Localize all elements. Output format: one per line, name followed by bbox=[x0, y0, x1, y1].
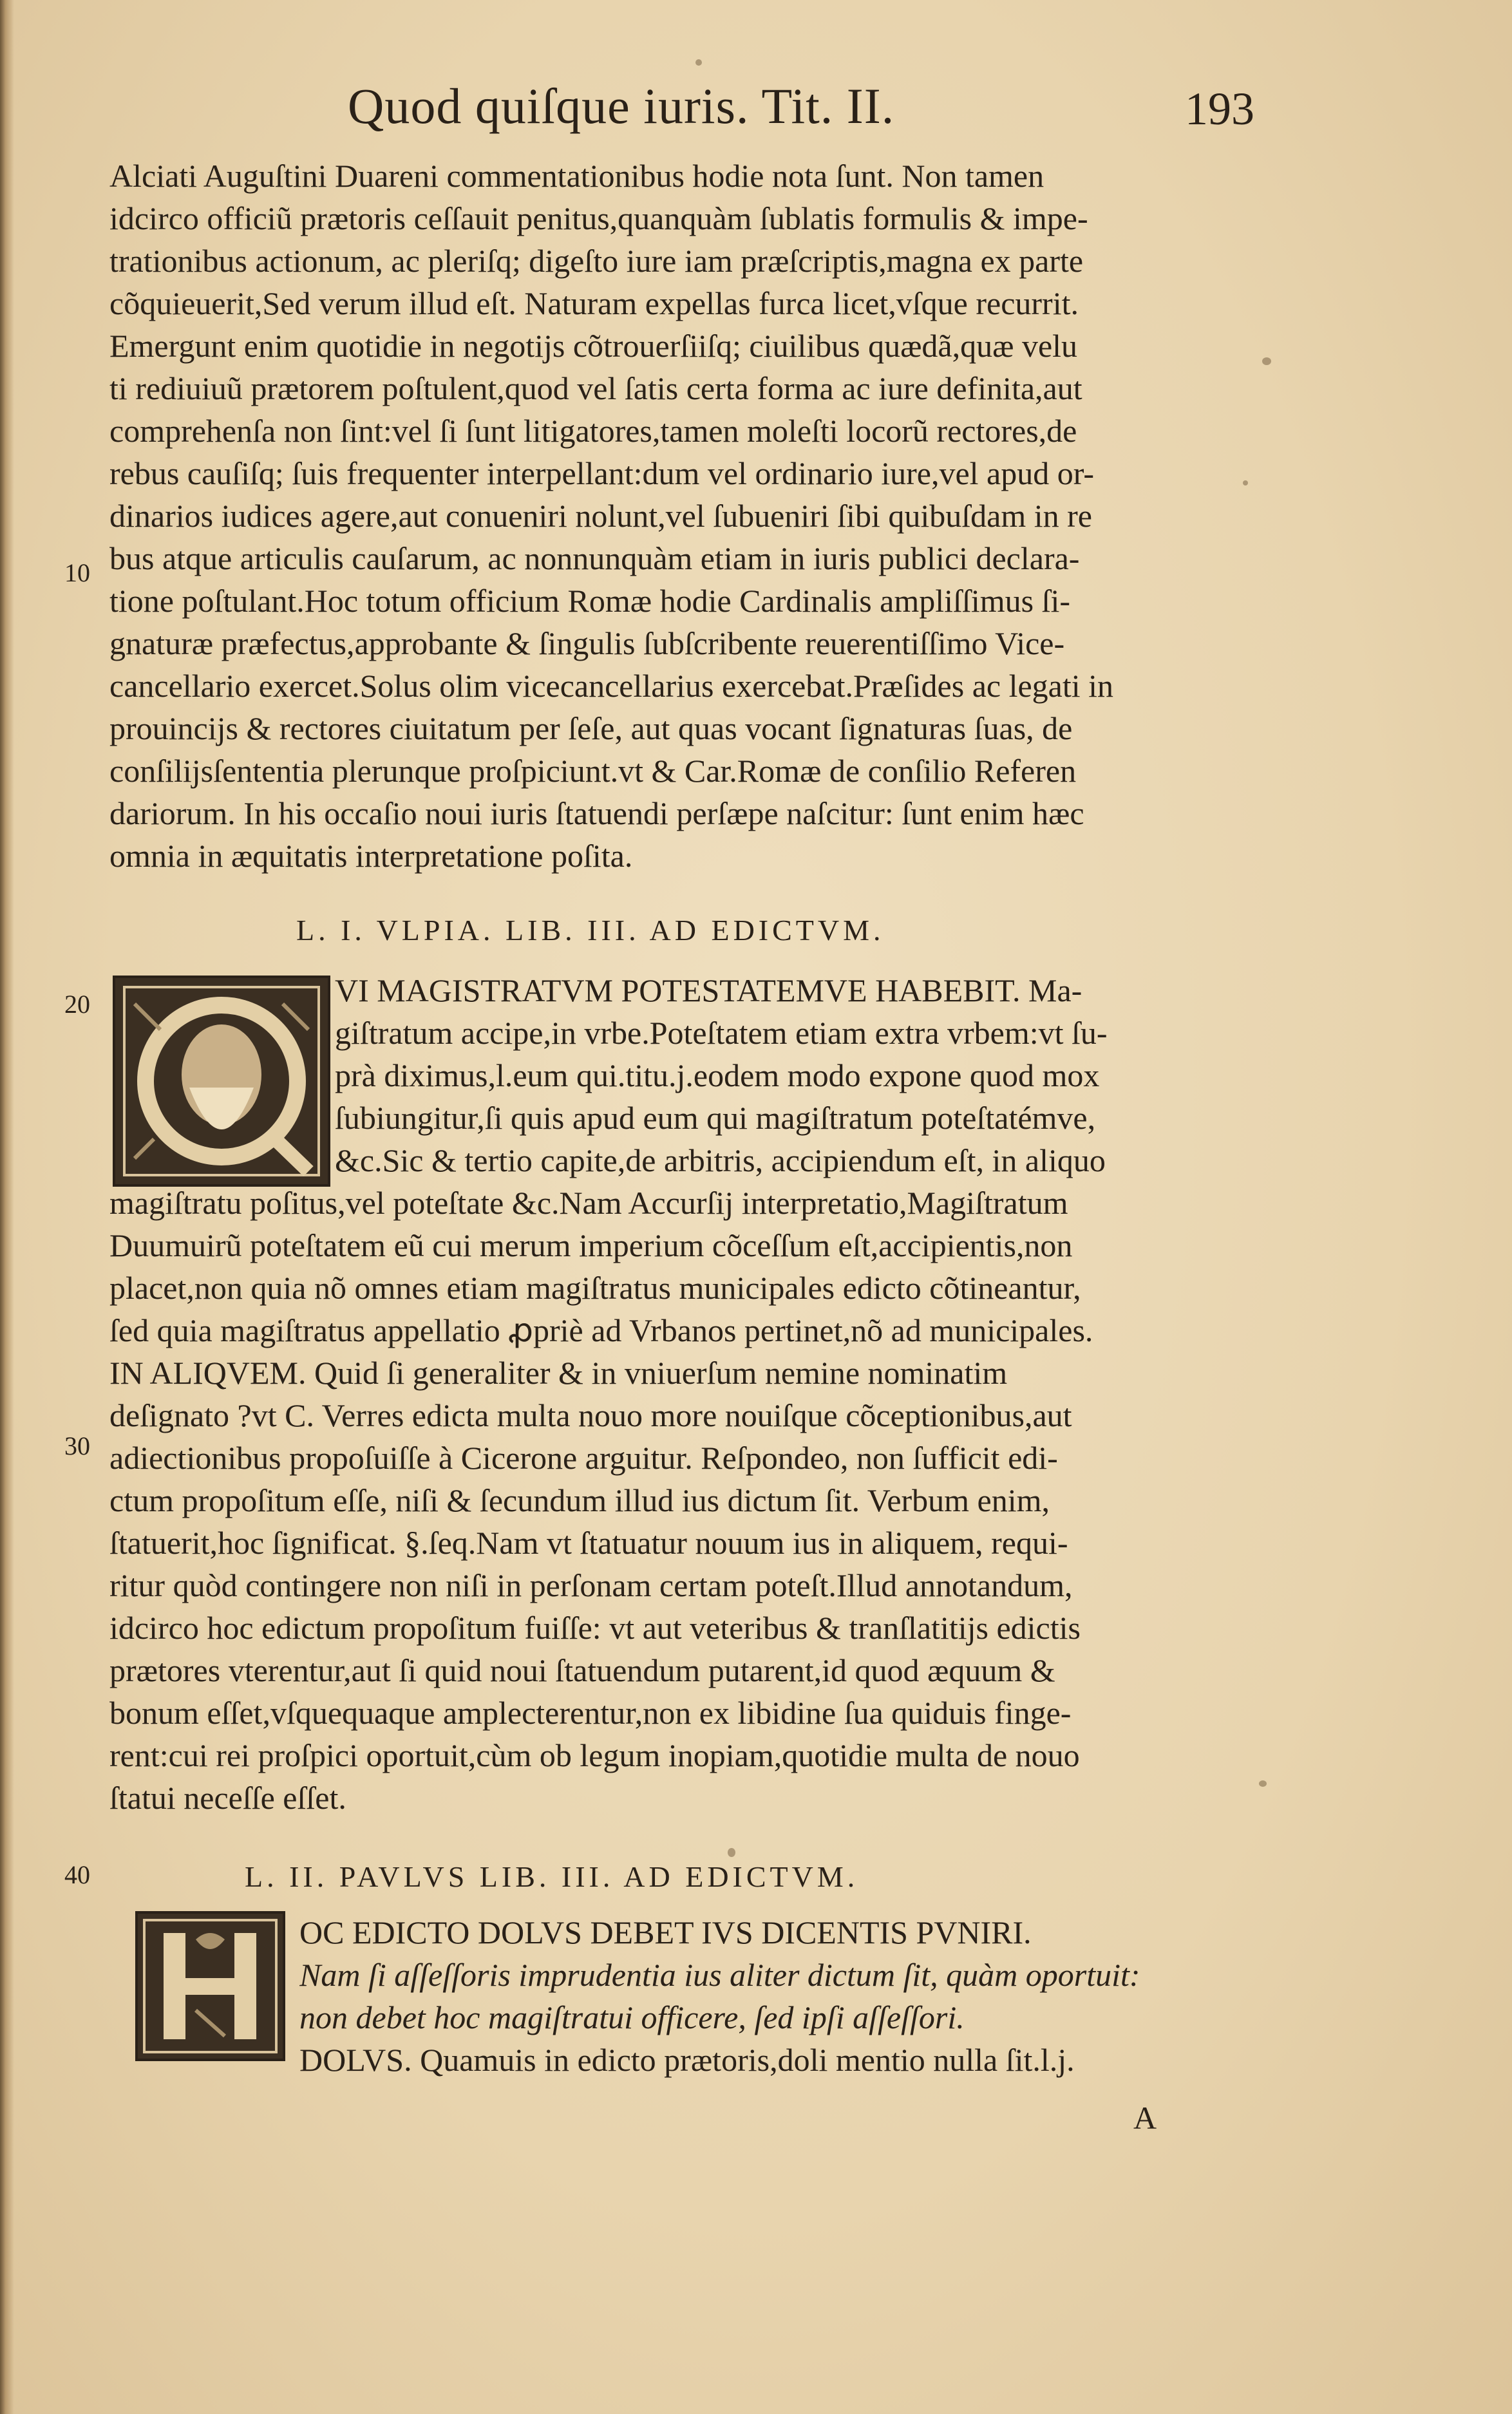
text-line: Alciati Auguſtini Duareni commentationibus hodie nota ſunt. Non tamen bbox=[109, 158, 1044, 194]
running-title: Quod quiſque iuris. Tit. II. bbox=[348, 78, 895, 134]
text-line: VI MAGISTRATVM POTESTATEMVE HABEBIT. Ma- bbox=[335, 972, 1082, 1008]
text-line: rent:cui rei proſpici oportuit,cùm ob legum inopiam,quotidie multa de nouo bbox=[109, 1737, 1080, 1773]
text-line: cõquieuerit,Sed verum illud eſt. Naturam expellas furca licet,vſque recurrit. bbox=[109, 285, 1079, 321]
paragraph-2 bbox=[335, 969, 1236, 1182]
text-line: bonum eſſet,vſquequaque amplecterentur,non ex libidine ſua quiduis finge- bbox=[109, 1695, 1072, 1731]
text-line: trationibus actionum, ac pleriſq; digeſto iure iam præſcriptis,magna ex parte bbox=[109, 243, 1084, 279]
text-line: tione poſtulant.Hoc totum officium Romæ hodie Cardinalis ampliſſimus ſi- bbox=[109, 583, 1070, 619]
section-heading-2: L. II. PAVLVS LIB. III. AD EDICTVM. bbox=[245, 1860, 859, 1893]
signature-mark: A bbox=[1133, 2100, 1157, 2136]
text-line: Emergunt enim quotidie in negotijs cõtrouerſiiſq; ciuilibus quædã,quæ velu bbox=[109, 328, 1078, 364]
text-line: ſtatui neceſſe eſſet. bbox=[109, 1780, 346, 1816]
text-line: omnia in æquitatis interpretatione poſita. bbox=[109, 838, 633, 874]
paragraph-3 bbox=[109, 1182, 1236, 1819]
text-line: prætores vterentur,aut ſi quid noui ſtatuendum putarent,id quod æquum & bbox=[109, 1652, 1055, 1688]
text-line: prà diximus,l.eum qui.titu.j.eodem modo expone quod mox bbox=[335, 1057, 1100, 1093]
text-line: conſilijsſententia plerunque proſpiciunt.vt & Car.Romæ de conſilio Referen bbox=[109, 753, 1077, 789]
text-line-italic: non debet hoc magiſtratui officere, ſed ipſi aſſeſſori. bbox=[299, 1999, 965, 2035]
text-line: bus atque articulis cauſarum, ac nonnunquàm etiam in iuris publici declara- bbox=[109, 540, 1080, 576]
line-number: 40 bbox=[64, 1860, 90, 1889]
section-heading-1: L. I. VLPIA. LIB. III. AD EDICTVM. bbox=[296, 914, 885, 947]
text-line: DOLVS. Quamuis in edicto prætoris,doli mentio nulla ſit.l.j. bbox=[299, 2042, 1075, 2078]
text-line: dariorum. In his occaſio noui iuris ſtatuendi perſæpe naſcitur: ſunt enim hæc bbox=[109, 795, 1084, 831]
text-line-italic: Nam ſi aſſeſſoris imprudentia ius aliter dictum ſit, quàm oportuit: bbox=[299, 1957, 1140, 1993]
line-number: 30 bbox=[64, 1431, 90, 1460]
text-line: deſignato ?vt C. Verres edicta multa nouo more nouiſque cõceptionibus,aut bbox=[109, 1397, 1072, 1433]
text-line: Duumuirũ poteſtatem eũ cui merum imperium cõceſſum eſt,accipientis,non bbox=[109, 1227, 1073, 1263]
line-number: 20 bbox=[64, 990, 90, 1019]
paragraph-4 bbox=[299, 1911, 1240, 2039]
text-line: ſubiungitur,ſi quis apud eum qui magiſtratum poteſtatémve, bbox=[335, 1100, 1096, 1136]
page-header bbox=[348, 77, 1254, 155]
text-line: ctum propoſitum eſſe, niſi & ſecundum illud ius dictum ſit. Verbum enim, bbox=[109, 1482, 1050, 1518]
paragraph-1 bbox=[109, 155, 1236, 877]
paper-speck bbox=[1259, 1780, 1267, 1787]
text-line: dinarios iudices agere,aut conueniri nolunt,vel ſubueniri ſibi quibuſdam in re bbox=[109, 498, 1093, 534]
decorated-initial-h bbox=[135, 1911, 285, 2061]
text-line: giſtratum accipe,in vrbe.Poteſtatem etiam extra vrbem:vt ſu- bbox=[335, 1015, 1108, 1051]
text-line: adiectionibus propoſuiſſe à Cicerone arguitur. Reſpondeo, non ſufficit edi- bbox=[109, 1440, 1058, 1476]
text-line: OC EDICTO DOLVS DEBET IVS DICENTIS PVNIRI. bbox=[299, 1914, 1032, 1950]
paper-speck bbox=[695, 59, 702, 66]
woodcut-h-icon bbox=[138, 1914, 283, 2059]
text-line: placet,non quia nõ omnes etiam magiſtratus municipales edicto cõtineantur, bbox=[109, 1270, 1081, 1306]
paragraph-5 bbox=[299, 2039, 1240, 2081]
woodcut-portrait-icon bbox=[115, 978, 328, 1184]
text-line: ritur quòd contingere non niſi in perſonam certam poteſt.Illud annotandum, bbox=[109, 1567, 1073, 1603]
text-line: comprehenſa non ſint:vel ſi ſunt litigatores,tamen moleſti locorũ rectores,de bbox=[109, 413, 1077, 449]
text-line: ſtatuerit,hoc ſignificat. §.ſeq.Nam vt ſtatuatur nouum ius in aliquem, requi- bbox=[109, 1525, 1068, 1561]
text-line: gnaturæ præfectus,approbante & ſingulis ſubſcribente reuerentiſſimo Vice- bbox=[109, 625, 1065, 661]
paper-speck bbox=[1262, 357, 1271, 365]
text-line: idcirco officiũ prætoris ceſſauit penitus,quanquàm ſublatis formulis & impe- bbox=[109, 200, 1088, 236]
text-line: IN ALIQVEM. Quid ſi generaliter & in vniuerſum nemine nominatim bbox=[109, 1355, 1008, 1391]
text-line: cancellario exercet.Solus olim vicecancellarius exercebat.Præſides ac legati in bbox=[109, 668, 1114, 704]
page-number: 193 bbox=[1185, 83, 1254, 135]
paper-speck bbox=[1243, 480, 1248, 486]
text-line: magiſtratu poſitus,vel poteſtate &c.Nam Accurſij interpretatio,Magiſtratum bbox=[109, 1185, 1068, 1221]
text-line: rebus cauſiſq; ſuis frequenter interpellant:dum vel ordinario iure,vel apud or- bbox=[109, 455, 1095, 491]
line-number: 10 bbox=[64, 558, 90, 587]
text-line: ſed quia magiſtratus appellatio ꝓpriè ad Vrbanos pertinet,nõ ad municipales. bbox=[109, 1312, 1093, 1348]
text-line: idcirco hoc edictum propoſitum fuiſſe: vt aut veteribus & tranſlatitijs edictis bbox=[109, 1610, 1081, 1646]
page-gutter-edge bbox=[0, 0, 14, 2414]
paper-speck bbox=[728, 1848, 735, 1857]
decorated-initial-q bbox=[113, 976, 330, 1187]
text-line: prouincijs & rectores ciuitatum per ſeſe, aut quas vocant ſignaturas ſuas, de bbox=[109, 710, 1073, 746]
text-line: ti rediuiuũ prætorem poſtulent,quod vel ſatis certa forma ac iure definita,aut bbox=[109, 370, 1082, 406]
text-line: &c.Sic & tertio capite,de arbitris, accipiendum eſt, in aliquo bbox=[335, 1142, 1106, 1178]
